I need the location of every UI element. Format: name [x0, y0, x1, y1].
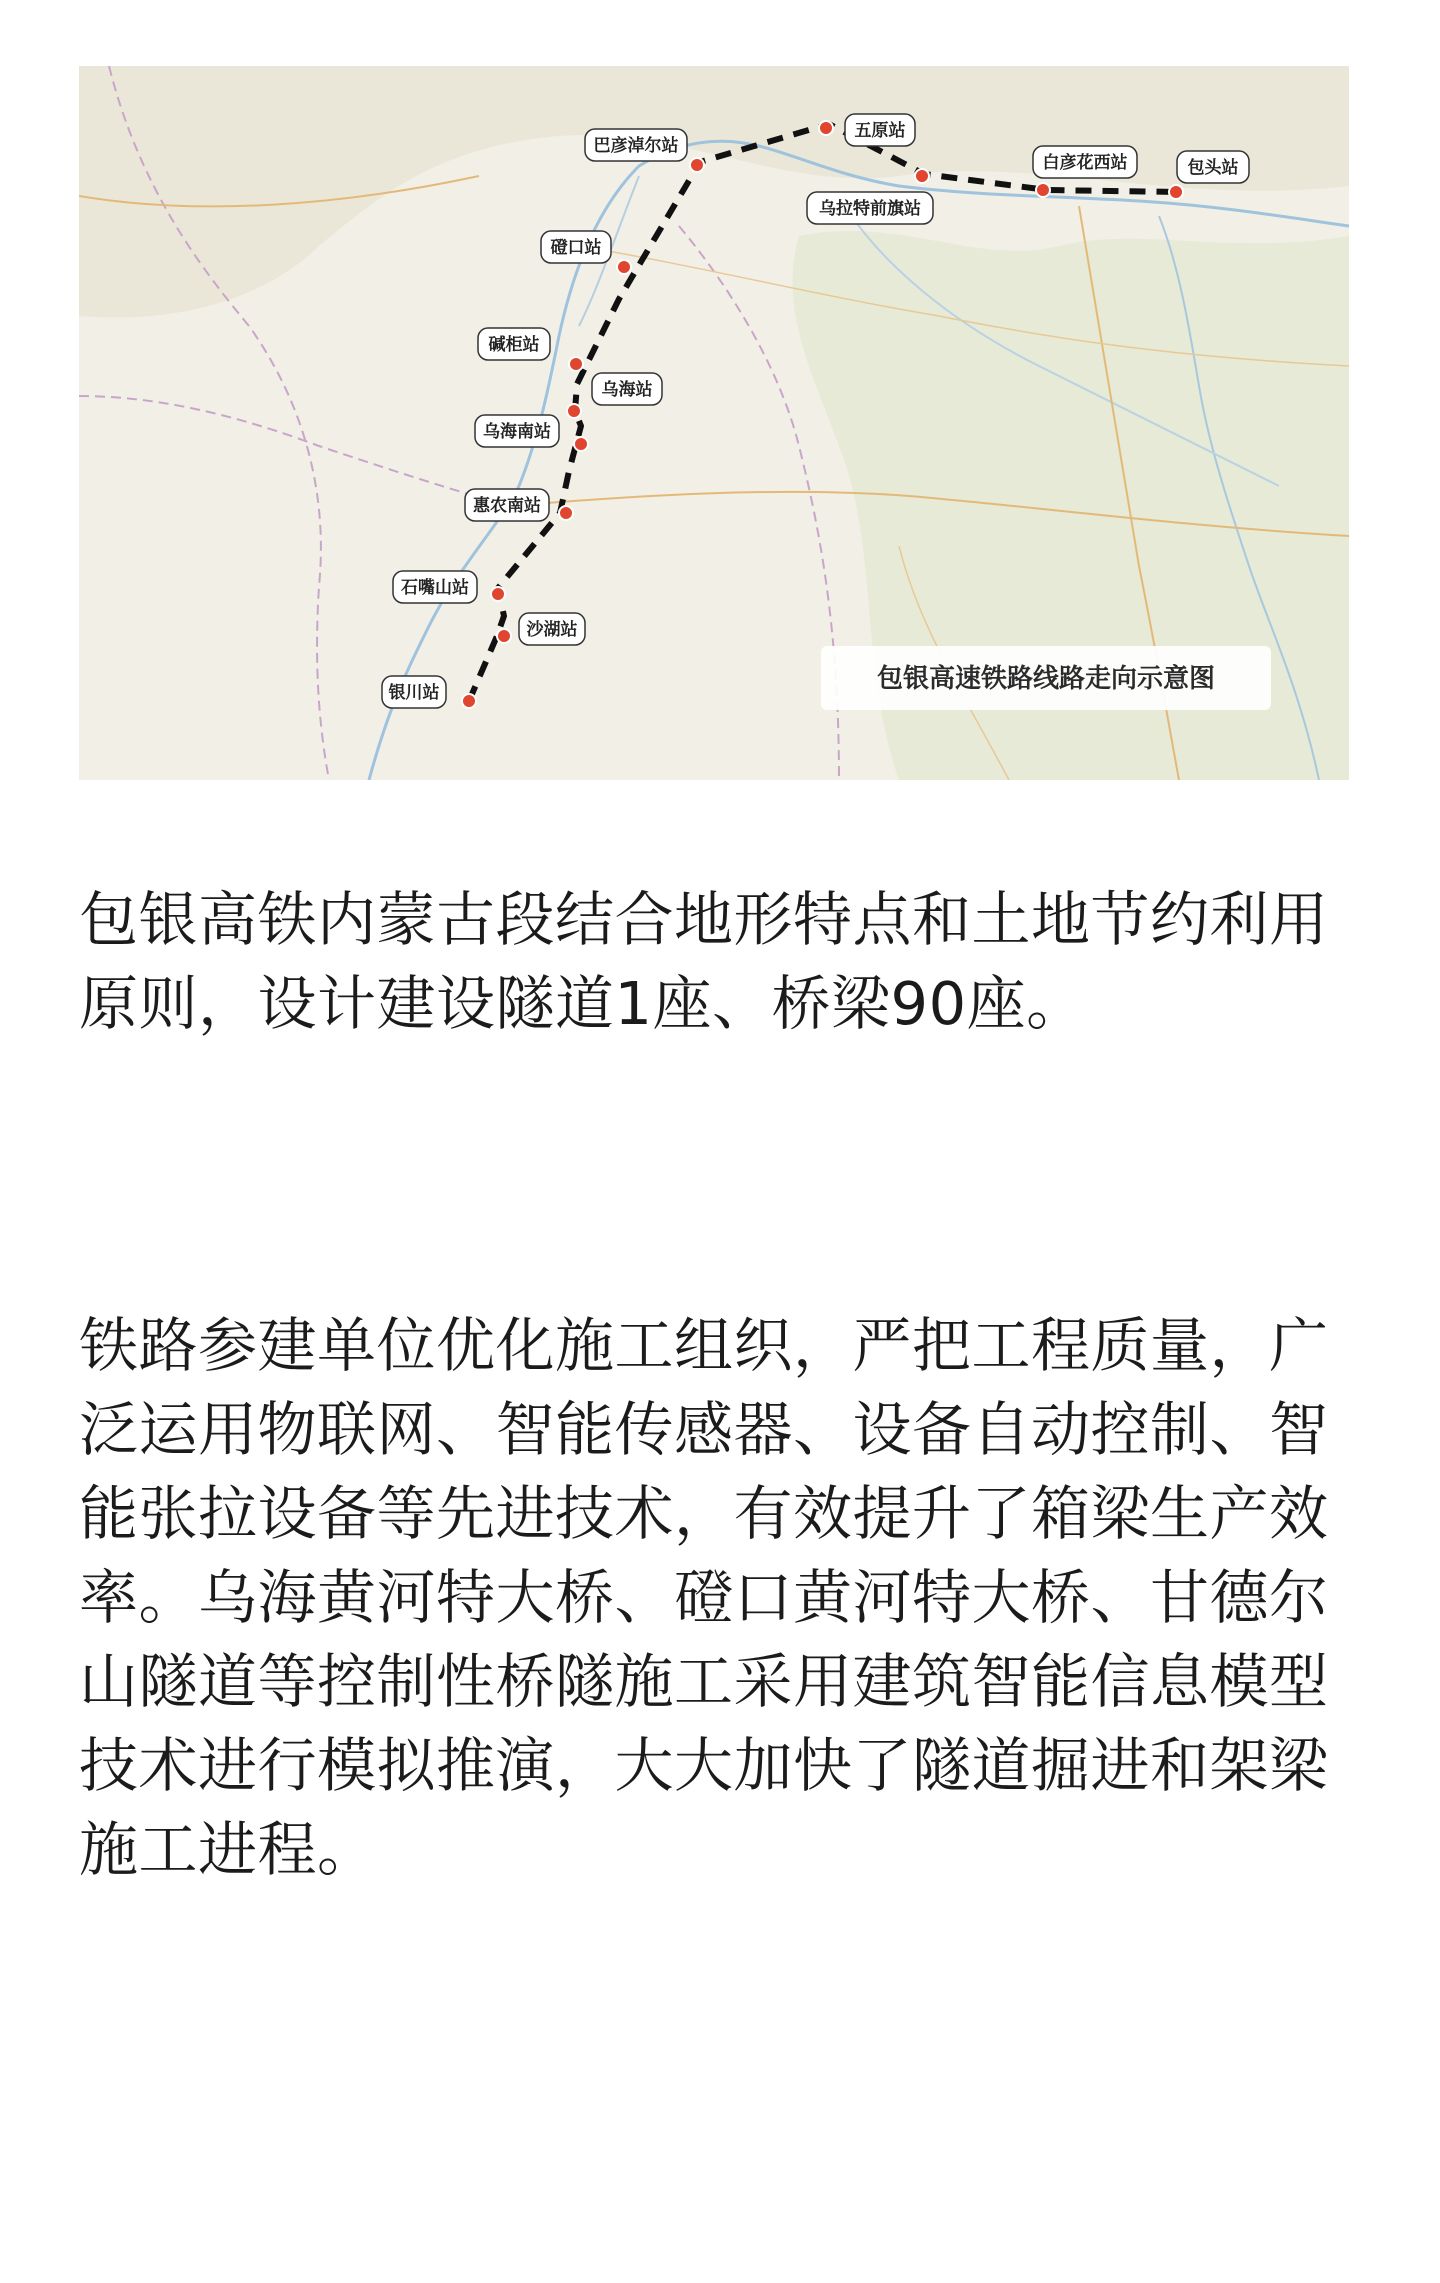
svg-text:包头站: 包头站	[1187, 158, 1239, 178]
map-legend	[821, 646, 1271, 710]
route-map-svg	[79, 66, 1349, 780]
svg-text:磴口站: 磴口站	[550, 238, 602, 258]
station-label-dengkou	[541, 231, 611, 263]
station-dot-shizuishan	[491, 587, 505, 601]
station-dot-wuhainan	[574, 437, 588, 451]
svg-text:石嘴山站: 石嘴山站	[401, 578, 469, 598]
station-dot-bayannaoer	[690, 158, 704, 172]
svg-text:乌拉特前旗站: 乌拉特前旗站	[819, 199, 921, 219]
svg-text:白彦花西站: 白彦花西站	[1042, 153, 1128, 173]
station-dot-wuyuan	[819, 121, 833, 135]
svg-text:银川站: 银川站	[388, 683, 440, 703]
station-dot-jiangui	[569, 357, 583, 371]
station-label-baotou	[1177, 151, 1249, 183]
station-dot-huinongnan	[559, 506, 573, 520]
station-label-wulateqianqi	[807, 192, 933, 224]
station-dot-wuhai	[567, 404, 581, 418]
svg-text:惠农南站: 惠农南站	[473, 496, 541, 516]
svg-text:五原站: 五原站	[854, 121, 906, 141]
article-paragraph-1: 包银高铁内蒙古段结合地形特点和土地节约利用原则，设计建设隧道1座、桥梁90座。	[79, 885, 1329, 1038]
article-paragraph-2: 铁路参建单位优化施工组织，严把工程质量，广泛运用物联网、智能传感器、设备自动控制、智能张拉设备等先进技术，有效提升了箱梁生产效率。乌海黄河特大桥、磴口黄河特大桥、甘德尔山隧道等控制性桥隧施工采用建筑智能信息模型技术进行模拟推演，大大加快了隧道掘进和架梁施工进程。	[79, 1311, 1329, 1884]
station-label-wuhai	[592, 373, 662, 405]
svg-text:沙湖站: 沙湖站	[526, 620, 578, 640]
svg-text:乌海南站: 乌海南站	[483, 422, 551, 442]
station-label-wuyuan	[845, 114, 915, 146]
svg-text:乌海站: 乌海站	[601, 380, 653, 400]
route-map	[79, 66, 1349, 780]
station-label-jiangui	[478, 328, 550, 360]
station-dot-baiyanhuaxi	[1036, 183, 1050, 197]
station-label-baiyanhuaxi	[1033, 146, 1137, 178]
station-label-wuhainan	[475, 415, 559, 447]
station-label-yinchuan	[382, 676, 446, 708]
station-label-huinongnan	[465, 489, 549, 521]
station-dot-wulateqianqi	[915, 169, 929, 183]
station-label-shahu	[519, 613, 585, 645]
station-label-shizuishan	[393, 571, 477, 603]
map-title: 包银高速铁路线路走向示意图	[876, 664, 1216, 694]
station-dot-shahu	[497, 629, 511, 643]
svg-text:巴彦淖尔站: 巴彦淖尔站	[593, 136, 679, 156]
station-dot-baotou	[1169, 185, 1183, 199]
station-dot-dengkou	[617, 260, 631, 274]
station-dot-yinchuan	[462, 694, 476, 708]
station-label-bayannaoer	[585, 129, 687, 161]
svg-text:碱柜站: 碱柜站	[488, 335, 540, 355]
